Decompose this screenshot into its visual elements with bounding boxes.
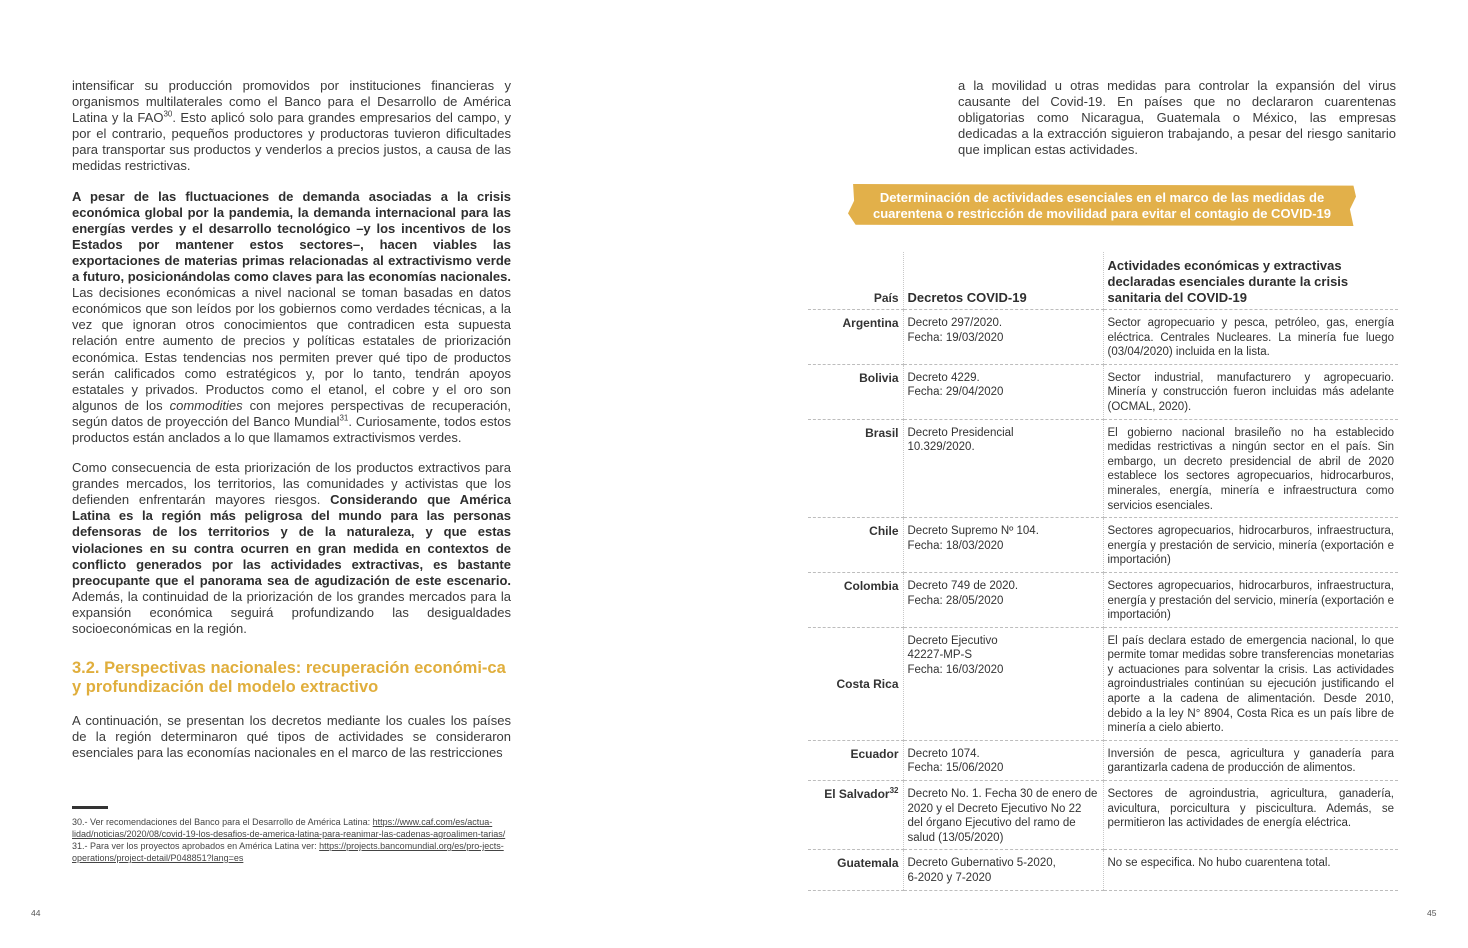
cell-decreto: Decreto 297/2020. Fecha: 19/03/2020 — [903, 310, 1103, 365]
left-text-column — [72, 78, 511, 775]
paragraph-4: A continuación, se presentan los decretos mediante los cuales los países de la región determinaron qué tipos de actividades se consideraron esenciales para las economías nacionales en el marco de las restricciones — [72, 713, 511, 761]
header-decretos: Decretos COVID-19 — [903, 252, 1103, 310]
cell-decreto: Decreto Presidencial 10.329/2020. — [903, 419, 1103, 518]
cell-decreto: Decreto Gubernativo 5-2020, 6-2020 y 7-2020 — [903, 850, 1103, 890]
table-header-row — [808, 252, 1398, 310]
cell-actividades: El país declara estado de emergencia nacional, lo que permite tomar medidas sobre transferencias monetarias y actuaciones para solventar la crisis. Las actividades agroindustriales continúan su ejecución justificando el aporte a la cadena de alimentación. Desde 2010, debido a la ley N° 8904, Costa Rica es un país libre de minería a cielo abierto. — [1103, 627, 1398, 740]
cell-actividades: No se especifica. No hubo cuarentena total. — [1103, 850, 1398, 890]
table-row — [808, 740, 1398, 780]
paragraph-2: A pesar de las fluctuaciones de demanda asociadas a la crisis económica global por la pandemia, la demanda internacional para las energías verdes y el desarrollo tecnológico –y los incentivos de los Estados por mantener estos sectores–, hacen viables las exportaciones de materias primas relacionadas al extractivismo verde a futuro, posicionándolas como claves para las economías nacionales. Las decisiones económicas a nivel nacional se toman basadas en datos económicos que son leídos por los gobiernos como verdades técnicas, a la vez que ignoran otros conocimientos que contradicen esta supuesta relación entre aumento de precios y políticas estatales de priorización económica. Estas tendencias nos permiten prever qué tipo de productos serán calificados como estratégicos y, por lo tanto, tendrán apoyos estatales y privados. Productos como el etanol, el cobre y el oro son algunos de los commodities con mejores perspectivas de recuperación, según datos de proyección del Banco Mundial$^{31}$. Curiosamente, todos estos productos están anclados a lo que llamamos extractivismos verdes. — [72, 188, 511, 445]
cell-actividades: Sector agropecuario y pesca, petróleo, gas, energía eléctrica. Centrales Nucleares. La minería fue luego (03/04/2020) incluida en la lista. — [1103, 310, 1398, 365]
cell-decreto: Decreto 4229. Fecha: 29/04/2020 — [903, 364, 1103, 419]
cell-pais: Bolivia — [808, 364, 903, 419]
table-title: Determinación de actividades esenciales en el marco de las medidas de cuarentena o restricción de movilidad para evitar el contagio de COVID-19 — [872, 190, 1332, 221]
footnote-31-text: 31.- Para ver los proyectos aprobados en América Latina ver: — [72, 841, 320, 851]
right-page — [734, 0, 1468, 948]
footnote-31-link[interactable]: https://projects.bancomundial.org/es/pro-jects-operations/project-detail/P048851?lang=es — [72, 841, 504, 863]
footnote-30-text: 30.- Ver recomendaciones del Banco para el Desarrollo de América Latina: — [72, 817, 373, 827]
cell-pais: Colombia — [808, 572, 903, 627]
table-row — [808, 627, 1398, 740]
page-number-left: 44 — [31, 908, 41, 918]
cell-actividades: Inversión de pesca, agricultura y ganadería para garantizarla cadena de producción de alimentos. — [1103, 740, 1398, 780]
page-number-right: 45 — [1427, 908, 1437, 918]
cell-pais: Chile — [808, 518, 903, 573]
cell-actividades: Sectores agropecuarios, hidrocarburos, infraestructura, energía y prestación del servicio, minería (exportación e importación) — [1103, 572, 1398, 627]
cell-actividades: Sector industrial, manufacturero y agropecuario. Minería y construcción fueron incluidas más adelante (OCMAL, 2020). — [1103, 364, 1398, 419]
footnotes — [72, 816, 512, 864]
cell-actividades: El gobierno nacional brasileño no ha establecido medidas restrictivas a ningún sector en el país. Sin embargo, un decreto presidencial de abril de 2020 establece los sectores agropecuarios, hidrocarburos, minerales, energía, minería e infraestructura como servicios esenciales. — [1103, 419, 1398, 518]
paragraph-3: Como consecuencia de esta priorización de los productos extractivos para grandes mercados, los territorios, las comunidades y activistas que los defienden enfrentarán mayores riesgos. Considerando que América Latina es la región más peligrosa del mundo para las personas defensoras de los territorios y de la naturaleza, y que estas violaciones en su contra ocurren en gran medida en contextos de conflicto generados por las actividades extractivas, es bastante preocupante que el panorama sea de agudización de este escenario. Además, la continuidad de la priorización de los grandes mercados para la expansión económica seguirá profundizando las desigualdades socioeconómicas en la región. — [72, 460, 511, 636]
table-row — [808, 419, 1398, 518]
table-row — [808, 310, 1398, 365]
cell-pais: Brasil — [808, 419, 903, 518]
cell-decreto: Decreto 749 de 2020. Fecha: 28/05/2020 — [903, 572, 1103, 627]
footnote-ref: 32 — [889, 786, 899, 796]
cell-decreto: Decreto 1074. Fecha: 15/06/2020 — [903, 740, 1103, 780]
cell-pais: Argentina — [808, 310, 903, 365]
cell-actividades: Sectores de agroindustria, agricultura, ganadería, avicultura, porcicultura y piscicultura. Además, se permitieron las actividades de energía eléctrica. — [1103, 781, 1398, 850]
cell-pais: Guatemala — [808, 850, 903, 890]
header-actividades: Actividades económicas y extractivas declaradas esenciales durante la crisis sanitaria del COVID-19 — [1103, 252, 1398, 310]
cell-decreto: Decreto Supremo Nº 104. Fecha: 18/03/2020 — [903, 518, 1103, 573]
cell-pais: Costa Rica — [808, 627, 903, 740]
table-row — [808, 781, 1398, 850]
cell-pais: Ecuador — [808, 740, 903, 780]
section-heading: 3.2. Perspectivas nacionales: recuperación económi-ca y profundización del modelo extractivo — [72, 659, 506, 697]
cell-decreto: Decreto No. 1. Fecha 30 de enero de 2020 y el Decreto Ejecutivo No 22 del órgano Ejecutivo del ramo de salud (13/05/2020) — [903, 781, 1103, 850]
intro-paragraph: a la movilidad u otras medidas para controlar la expansión del virus causante del Covid-19. En países que no declararon cuarentenas obligatorias como Nicaragua, Guatemala o México, las empresas dedicadas a la extracción siguieron trabajando, a pesar del riesgo sanitario que implican estas actividades. — [958, 78, 1396, 158]
cell-decreto: Decreto Ejecutivo 42227-MP-S Fecha: 16/03/2020 — [903, 627, 1103, 740]
table-row — [808, 518, 1398, 573]
table-row — [808, 850, 1398, 890]
footnote-30-link[interactable]: https://www.caf.com/es/actua-lidad/noticias/2020/08/covid-19-los-desafios-de-america-latina-para-reanimar-las-cadenas-agroalimen-tarias/ — [72, 817, 506, 839]
footnote-30 — [72, 816, 512, 840]
decrees-table — [808, 252, 1398, 891]
paragraph-1: intensificar su producción promovidos por instituciones financieras y organismos multilaterales como el Banco para el Desarrollo de América Latina y la FAO$^{30}$. Esto aplicó solo para grandes empresarios del campo, y por el contrario, pequeños productores y productoras tuvieron dificultades para transportar sus productos y venderlos a precios justos, a causa de las medidas restrictivas. — [72, 78, 511, 174]
cell-actividades: Sectores agropecuarios, hidrocarburos, infraestructura, energía y prestación de servicio, minería (exportación e importación) — [1103, 518, 1398, 573]
footnote-31 — [72, 840, 512, 864]
table-row — [808, 572, 1398, 627]
cell-pais: El Salvador$^{32}$ — [808, 781, 903, 850]
table-row — [808, 364, 1398, 419]
header-pais: País — [808, 252, 903, 310]
table-body — [808, 310, 1398, 891]
footnote-divider — [72, 806, 108, 809]
